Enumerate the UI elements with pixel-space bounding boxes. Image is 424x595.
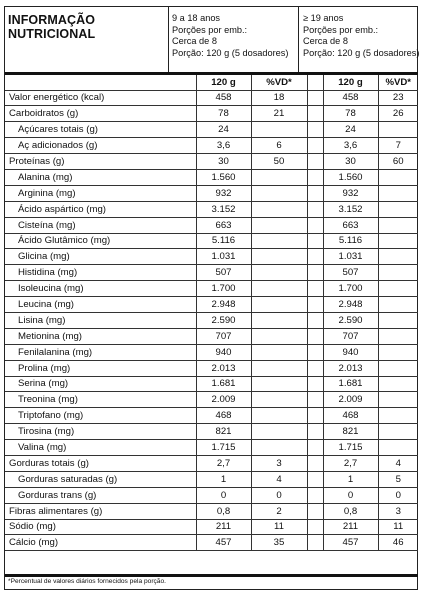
table-row xyxy=(5,360,418,376)
value-120g-group2: 932 xyxy=(323,185,378,201)
value-120g-group1: 5.116 xyxy=(196,233,251,249)
nutrient-label: Alanina (mg) xyxy=(5,169,196,185)
nutrient-label: Glicina (mg) xyxy=(5,249,196,265)
value-120g-group1: 30 xyxy=(196,154,251,170)
col-header-120g-b: 120 g xyxy=(323,75,378,90)
nutrient-label: Cisteína (mg) xyxy=(5,217,196,233)
value-vd-group2 xyxy=(378,217,418,233)
value-vd-group1 xyxy=(251,376,307,392)
value-120g-group2: 2.009 xyxy=(323,392,378,408)
value-120g-group2: 821 xyxy=(323,424,378,440)
value-vd-group1 xyxy=(251,344,307,360)
value-vd-group2 xyxy=(378,169,418,185)
table-row xyxy=(5,328,418,344)
table-row xyxy=(5,392,418,408)
group2-servings-label: Porções por emb.: xyxy=(303,24,379,35)
column-gap xyxy=(307,201,323,217)
nutrient-label: Aç adicionados (g) xyxy=(5,138,196,154)
value-120g-group1: 707 xyxy=(196,328,251,344)
value-vd-group2 xyxy=(378,408,418,424)
value-120g-group1: 1.681 xyxy=(196,376,251,392)
value-120g-group2: 663 xyxy=(323,217,378,233)
table-row xyxy=(5,519,418,535)
value-vd-group2: 23 xyxy=(378,90,418,106)
column-gap xyxy=(307,360,323,376)
column-gap xyxy=(307,233,323,249)
table-row xyxy=(5,424,418,440)
value-120g-group2: 1.700 xyxy=(323,281,378,297)
value-vd-group1: 18 xyxy=(251,90,307,106)
column-gap xyxy=(307,519,323,535)
group1-servings-value: Cerca de 8 xyxy=(172,36,217,47)
value-vd-group2: 0 xyxy=(378,487,418,503)
nutrient-label: Prolina (mg) xyxy=(5,360,196,376)
value-vd-group1 xyxy=(251,201,307,217)
value-120g-group1: 457 xyxy=(196,535,251,551)
nutrient-label: Ácido aspártico (mg) xyxy=(5,201,196,217)
column-gap xyxy=(307,169,323,185)
nutrient-label: Leucina (mg) xyxy=(5,297,196,313)
title-line-1: INFORMAÇÃO xyxy=(8,13,96,27)
column-gap xyxy=(307,106,323,122)
nutrition-table xyxy=(5,75,418,551)
value-vd-group2 xyxy=(378,185,418,201)
table-row xyxy=(5,233,418,249)
nutrient-label: Valina (mg) xyxy=(5,440,196,456)
value-vd-group2: 11 xyxy=(378,519,418,535)
value-vd-group2 xyxy=(378,201,418,217)
group-header-19-plus xyxy=(303,13,419,59)
value-120g-group2: 707 xyxy=(323,328,378,344)
column-gap xyxy=(307,408,323,424)
nutrient-label: Ácido Glutâmico (mg) xyxy=(5,233,196,249)
value-120g-group2: 1.715 xyxy=(323,440,378,456)
table-row xyxy=(5,281,418,297)
value-vd-group1 xyxy=(251,408,307,424)
value-120g-group2: 1 xyxy=(323,471,378,487)
nutrient-label: Sódio (mg) xyxy=(5,519,196,535)
table-row xyxy=(5,201,418,217)
nutrient-label: Carboidratos (g) xyxy=(5,106,196,122)
value-vd-group2 xyxy=(378,376,418,392)
value-120g-group2: 3.152 xyxy=(323,201,378,217)
value-120g-group1: 0,8 xyxy=(196,503,251,519)
column-gap xyxy=(307,122,323,138)
value-vd-group2: 46 xyxy=(378,535,418,551)
group1-servings-label: Porções por emb.: xyxy=(172,24,248,35)
value-vd-group2 xyxy=(378,312,418,328)
value-120g-group2: 2.590 xyxy=(323,312,378,328)
value-120g-group1: 1 xyxy=(196,471,251,487)
value-vd-group1: 35 xyxy=(251,535,307,551)
table-row xyxy=(5,487,418,503)
value-120g-group1: 932 xyxy=(196,185,251,201)
column-gap xyxy=(307,138,323,154)
value-120g-group2: 507 xyxy=(323,265,378,281)
value-120g-group2: 1.031 xyxy=(323,249,378,265)
table-row xyxy=(5,440,418,456)
column-gap xyxy=(307,249,323,265)
table-row xyxy=(5,297,418,313)
value-120g-group2: 24 xyxy=(323,122,378,138)
column-gap xyxy=(307,154,323,170)
value-vd-group1 xyxy=(251,392,307,408)
group1-portion: Porção: 120 g (5 dosadores) xyxy=(172,47,289,58)
table-row xyxy=(5,138,418,154)
value-vd-group2 xyxy=(378,297,418,313)
value-vd-group2 xyxy=(378,360,418,376)
value-120g-group1: 507 xyxy=(196,265,251,281)
value-vd-group1: 0 xyxy=(251,487,307,503)
nutrient-label: Gorduras trans (g) xyxy=(5,487,196,503)
value-vd-group1: 4 xyxy=(251,471,307,487)
value-vd-group1 xyxy=(251,440,307,456)
value-vd-group2 xyxy=(378,249,418,265)
value-vd-group1: 3 xyxy=(251,455,307,471)
table-row xyxy=(5,265,418,281)
nutrient-label: Proteínas (g) xyxy=(5,154,196,170)
value-vd-group2: 3 xyxy=(378,503,418,519)
column-gap xyxy=(307,344,323,360)
table-row xyxy=(5,106,418,122)
column-gap xyxy=(307,328,323,344)
group-header-9-18 xyxy=(172,13,288,59)
value-vd-group1 xyxy=(251,233,307,249)
table-row xyxy=(5,503,418,519)
column-gap xyxy=(307,440,323,456)
value-120g-group1: 2.009 xyxy=(196,392,251,408)
value-120g-group1: 1.715 xyxy=(196,440,251,456)
column-gap xyxy=(307,265,323,281)
value-vd-group1: 21 xyxy=(251,106,307,122)
value-120g-group1: 821 xyxy=(196,424,251,440)
value-120g-group2: 1.681 xyxy=(323,376,378,392)
column-gap xyxy=(307,535,323,551)
column-gap xyxy=(307,281,323,297)
value-120g-group1: 458 xyxy=(196,90,251,106)
value-vd-group1 xyxy=(251,297,307,313)
column-gap xyxy=(307,487,323,503)
table-row xyxy=(5,471,418,487)
value-vd-group1 xyxy=(251,281,307,297)
table-row xyxy=(5,535,418,551)
table-row xyxy=(5,455,418,471)
column-gap xyxy=(307,503,323,519)
value-120g-group2: 2.013 xyxy=(323,360,378,376)
value-vd-group1 xyxy=(251,249,307,265)
value-vd-group1: 6 xyxy=(251,138,307,154)
value-120g-group2: 457 xyxy=(323,535,378,551)
value-vd-group1 xyxy=(251,122,307,138)
nutrient-label: Isoleucina (mg) xyxy=(5,281,196,297)
value-vd-group2 xyxy=(378,281,418,297)
value-120g-group2: 30 xyxy=(323,154,378,170)
value-vd-group2 xyxy=(378,392,418,408)
value-vd-group2 xyxy=(378,265,418,281)
nutrient-label: Açúcares totais (g) xyxy=(5,122,196,138)
column-gap xyxy=(307,217,323,233)
value-120g-group2: 458 xyxy=(323,90,378,106)
value-vd-group1 xyxy=(251,312,307,328)
value-vd-group2: 7 xyxy=(378,138,418,154)
table-row xyxy=(5,344,418,360)
group2-servings-value: Cerca de 8 xyxy=(303,36,348,47)
nutrient-label: Metionina (mg) xyxy=(5,328,196,344)
table-row xyxy=(5,122,418,138)
nutrient-label: Fenilalanina (mg) xyxy=(5,344,196,360)
column-gap xyxy=(307,455,323,471)
value-vd-group2: 4 xyxy=(378,455,418,471)
header-divider-1 xyxy=(168,6,169,75)
value-vd-group1: 2 xyxy=(251,503,307,519)
value-vd-group1 xyxy=(251,328,307,344)
value-vd-group2: 26 xyxy=(378,106,418,122)
value-vd-group1: 50 xyxy=(251,154,307,170)
column-gap xyxy=(307,90,323,106)
value-120g-group1: 211 xyxy=(196,519,251,535)
value-vd-group1 xyxy=(251,360,307,376)
value-vd-group1 xyxy=(251,185,307,201)
value-vd-group1 xyxy=(251,169,307,185)
value-120g-group1: 940 xyxy=(196,344,251,360)
nutrient-label: Fibras alimentares (g) xyxy=(5,503,196,519)
table-row xyxy=(5,185,418,201)
value-120g-group1: 663 xyxy=(196,217,251,233)
value-vd-group1 xyxy=(251,217,307,233)
column-gap xyxy=(307,185,323,201)
nutrient-label: Histidina (mg) xyxy=(5,265,196,281)
group2-portion: Porção: 120 g (5 dosadores) xyxy=(303,47,420,58)
value-120g-group2: 0,8 xyxy=(323,503,378,519)
value-vd-group2 xyxy=(378,344,418,360)
nutrient-label: Valor energético (kcal) xyxy=(5,90,196,106)
value-vd-group2 xyxy=(378,440,418,456)
value-120g-group2: 211 xyxy=(323,519,378,535)
value-vd-group1: 11 xyxy=(251,519,307,535)
column-gap xyxy=(307,297,323,313)
column-header-row xyxy=(5,75,418,90)
value-120g-group1: 2.948 xyxy=(196,297,251,313)
column-gap xyxy=(307,75,323,90)
value-120g-group1: 1.560 xyxy=(196,169,251,185)
value-120g-group2: 1.560 xyxy=(323,169,378,185)
value-120g-group2: 940 xyxy=(323,344,378,360)
value-vd-group2: 5 xyxy=(378,471,418,487)
table-row xyxy=(5,249,418,265)
nutrient-label: Lisina (mg) xyxy=(5,312,196,328)
nutrient-label: Serina (mg) xyxy=(5,376,196,392)
value-120g-group1: 1.700 xyxy=(196,281,251,297)
table-row xyxy=(5,408,418,424)
value-120g-group2: 2,7 xyxy=(323,455,378,471)
table-row xyxy=(5,169,418,185)
value-120g-group1: 3.152 xyxy=(196,201,251,217)
value-vd-group2: 60 xyxy=(378,154,418,170)
value-vd-group1 xyxy=(251,424,307,440)
footnote: *Percentual de valores diários fornecidos pela porção. xyxy=(8,578,166,585)
value-120g-group1: 468 xyxy=(196,408,251,424)
col-header-vd-a: %VD* xyxy=(251,75,307,90)
table-row xyxy=(5,154,418,170)
value-120g-group2: 0 xyxy=(323,487,378,503)
title-line-2: NUTRICIONAL xyxy=(8,27,96,41)
value-120g-group1: 2.013 xyxy=(196,360,251,376)
group2-age: ≥ 19 anos xyxy=(303,13,344,23)
panel-title xyxy=(8,13,95,41)
value-vd-group1 xyxy=(251,265,307,281)
value-120g-group2: 78 xyxy=(323,106,378,122)
value-120g-group1: 78 xyxy=(196,106,251,122)
nutrient-label: Cálcio (mg) xyxy=(5,535,196,551)
column-gap xyxy=(307,376,323,392)
header-empty-cell xyxy=(5,75,196,90)
column-gap xyxy=(307,424,323,440)
col-header-120g-a: 120 g xyxy=(196,75,251,90)
nutrient-label: Gorduras totais (g) xyxy=(5,455,196,471)
value-120g-group1: 24 xyxy=(196,122,251,138)
value-vd-group2 xyxy=(378,233,418,249)
value-vd-group2 xyxy=(378,328,418,344)
column-gap xyxy=(307,471,323,487)
value-vd-group2 xyxy=(378,424,418,440)
header-divider-2 xyxy=(298,6,299,75)
nutrient-label: Gorduras saturadas (g) xyxy=(5,471,196,487)
col-header-vd-b: %VD* xyxy=(378,75,418,90)
nutrient-label: Triptofano (mg) xyxy=(5,408,196,424)
value-120g-group2: 468 xyxy=(323,408,378,424)
group1-age: 9 a 18 anos xyxy=(172,13,221,23)
value-120g-group1: 2,7 xyxy=(196,455,251,471)
value-120g-group1: 3,6 xyxy=(196,138,251,154)
column-gap xyxy=(307,312,323,328)
value-120g-group2: 2.948 xyxy=(323,297,378,313)
table-row xyxy=(5,217,418,233)
bottom-rule xyxy=(5,574,418,577)
value-120g-group2: 3,6 xyxy=(323,138,378,154)
column-gap xyxy=(307,392,323,408)
table-row xyxy=(5,376,418,392)
value-120g-group2: 5.116 xyxy=(323,233,378,249)
value-120g-group1: 2.590 xyxy=(196,312,251,328)
table-row xyxy=(5,90,418,106)
nutrient-label: Arginina (mg) xyxy=(5,185,196,201)
nutrient-label: Tirosina (mg) xyxy=(5,424,196,440)
value-vd-group2 xyxy=(378,122,418,138)
nutrient-label: Treonina (mg) xyxy=(5,392,196,408)
value-120g-group1: 0 xyxy=(196,487,251,503)
value-120g-group1: 1.031 xyxy=(196,249,251,265)
table-row xyxy=(5,312,418,328)
